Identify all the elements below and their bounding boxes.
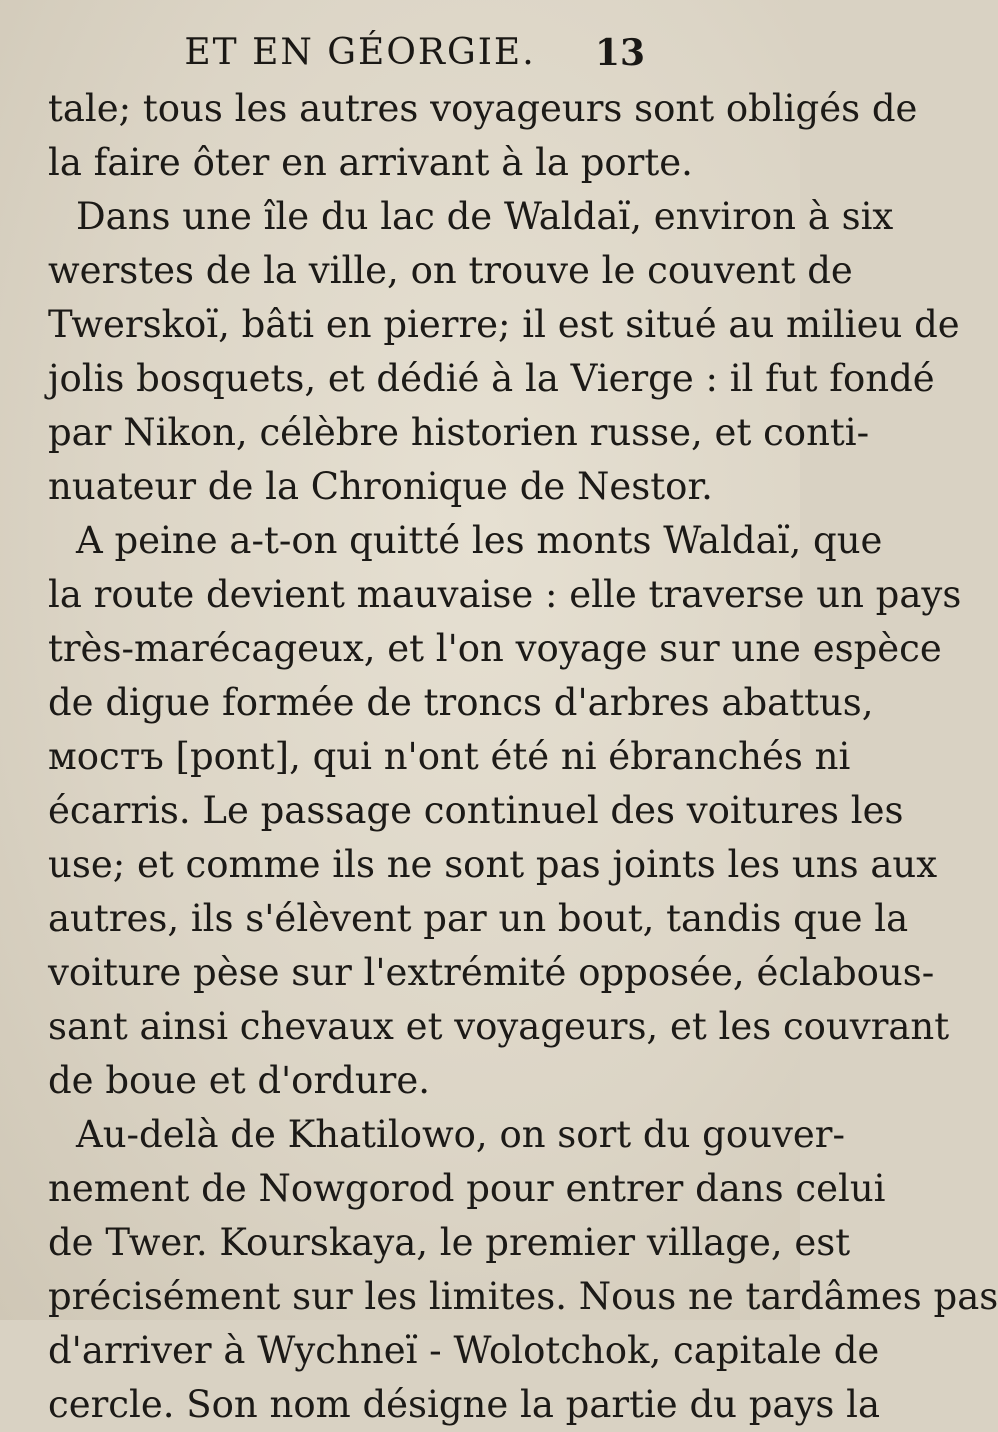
text-line: sant ainsi chevaux et voyageurs, et les couvrant [48,1005,950,1048]
text-line: très-marécageux, et l'on voyage sur une espèce [48,627,942,670]
text-line: par Nikon, célèbre historien russe, et conti- [48,411,870,454]
body-text [48,82,998,1432]
paragraph-start-line: Au-delà de Khatilowo, on sort du gouver- [76,1113,845,1156]
text-line: nement de Nowgorod pour entrer dans celui [48,1167,886,1210]
text-line: Twerskoï, bâti en pierre; il est situé au milieu de [48,303,960,346]
paragraph-start-line: Dans une île du lac de Waldaï, environ à six [76,195,894,238]
text-line: jolis bosquets, et dédié à la Vierge : il fut fondé [48,357,935,400]
running-head [0,28,800,78]
text-line: de Twer. Kourskaya, le premier village, est [48,1221,851,1264]
page-number: 13 [594,32,646,74]
text-line: nuateur de la Chronique de Nestor. [48,465,713,508]
text-line: cercle. Son nom désigne la partie du pays la [48,1383,881,1426]
running-head-title: ET EN GÉORGIE. [184,32,536,73]
text-line: autres, ils s'élèvent par un bout, tandis que la [48,897,909,940]
text-line: use; et comme ils ne sont pas joints les uns aux [48,843,938,886]
text-line: мостъ [pont], qui n'ont été ni ébranchés ni [48,735,851,778]
text-line: voiture pèse sur l'extrémité opposée, éclabous- [48,951,935,994]
text-line: la faire ôter en arrivant à la porte. [48,141,693,184]
text-line: werstes de la ville, on trouve le couvent de [48,249,853,292]
text-line: tale; tous les autres voyageurs sont obligés de [48,87,918,130]
text-line: précisément sur les limites. Nous ne tardâmes pas [48,1275,998,1318]
text-line: écarris. Le passage continuel des voitures les [48,789,904,832]
paragraph-start-line: A peine a-t-on quitté les monts Waldaï, que [76,519,883,562]
text-line: de boue et d'ordure. [48,1059,430,1102]
text-line: de digue formée de troncs d'arbres abattus, [48,681,874,724]
text-line: d'arriver à Wychneï - Wolotchok, capitale de [48,1329,880,1372]
text-line: la route devient mauvaise : elle traverse un pays [48,573,962,616]
